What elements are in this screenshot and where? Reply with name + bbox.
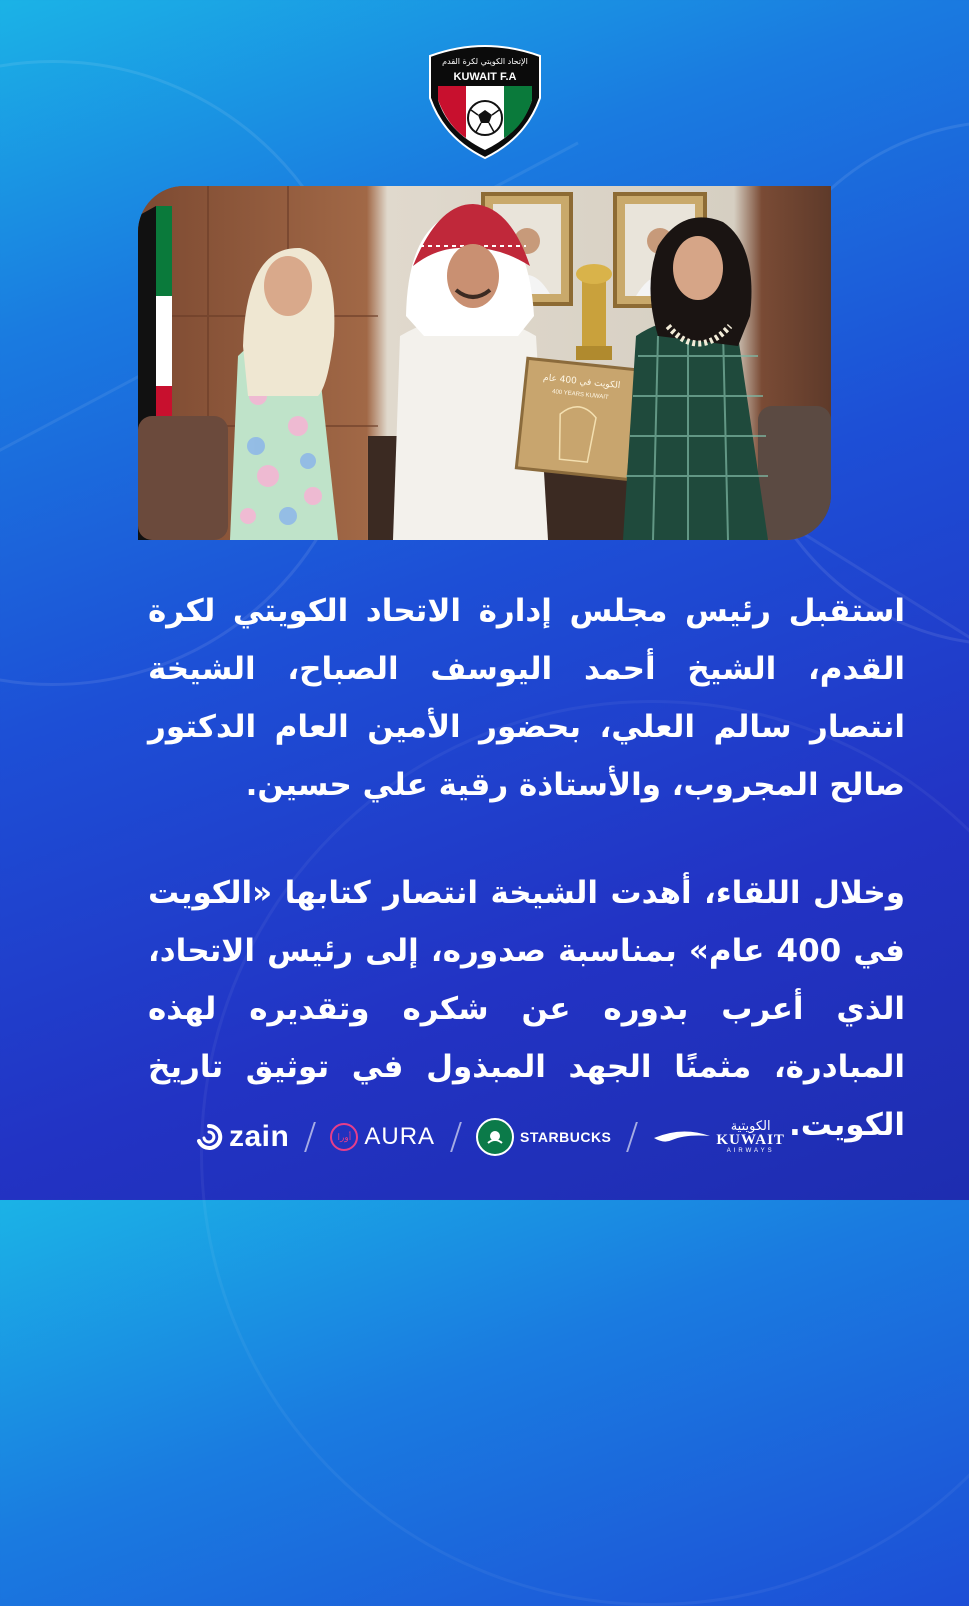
article-paragraph-2: وخلال اللقاء، أهدت الشيخة انتصار كتابها «الكويت في 400 عام» بمناسبة صدوره، إلى رئيس الاتحاد، الذي أعرب بدوره عن شكره وتقديره لهذه المبادرة، مثمنًا الجهد المبذول في توثيق تاريخ الكويت. <box>148 875 905 1143</box>
zain-logo <box>195 1120 289 1154</box>
kuwait-fa-crest-logo <box>426 42 544 160</box>
starbucks-logo <box>476 1118 611 1156</box>
book-title: الكويت في 400 عام <box>542 373 621 392</box>
book-subtitle: 400 YEARS KUWAIT <box>551 389 609 401</box>
zain-swirl-icon <box>195 1123 223 1151</box>
aura-mark-icon: أورا <box>330 1123 358 1151</box>
aura-logo <box>330 1123 435 1151</box>
starbucks-wordmark: STARBUCKS <box>520 1129 612 1145</box>
kuwait-airways-logo <box>652 1120 785 1154</box>
separator <box>304 1122 316 1152</box>
crest-arabic-text: الإتحاد الكويتي لكرة القدم <box>442 57 528 66</box>
kuwait-airways-wordmark: KUWAIT <box>716 1132 785 1148</box>
separator <box>450 1122 462 1152</box>
kuwait-airways-subtext: AIRWAYS <box>726 1148 775 1154</box>
separator <box>626 1122 638 1152</box>
book <box>516 358 639 479</box>
starbucks-siren-icon <box>476 1118 514 1156</box>
sponsors-bar <box>195 1112 785 1162</box>
zain-wordmark: zain <box>229 1120 290 1153</box>
kuwait-airways-arabic: الكويتية <box>730 1119 771 1134</box>
aura-wordmark: AURA <box>364 1123 436 1150</box>
kuwait-airways-bird-icon <box>652 1126 712 1148</box>
crest-english-text: KUWAIT F.A <box>453 71 517 83</box>
article-paragraph-1: استقبل رئيس مجلس إدارة الاتحاد الكويتي لكرة القدم، الشيخ أحمد اليوسف الصباح، الشيخة انتصار سالم العلي، بحضور الأمين العام الدكتور صالح المجروب، والأستاذة رقية علي حسين. <box>148 593 905 803</box>
meeting-photo <box>138 186 831 540</box>
person-center <box>393 204 548 540</box>
